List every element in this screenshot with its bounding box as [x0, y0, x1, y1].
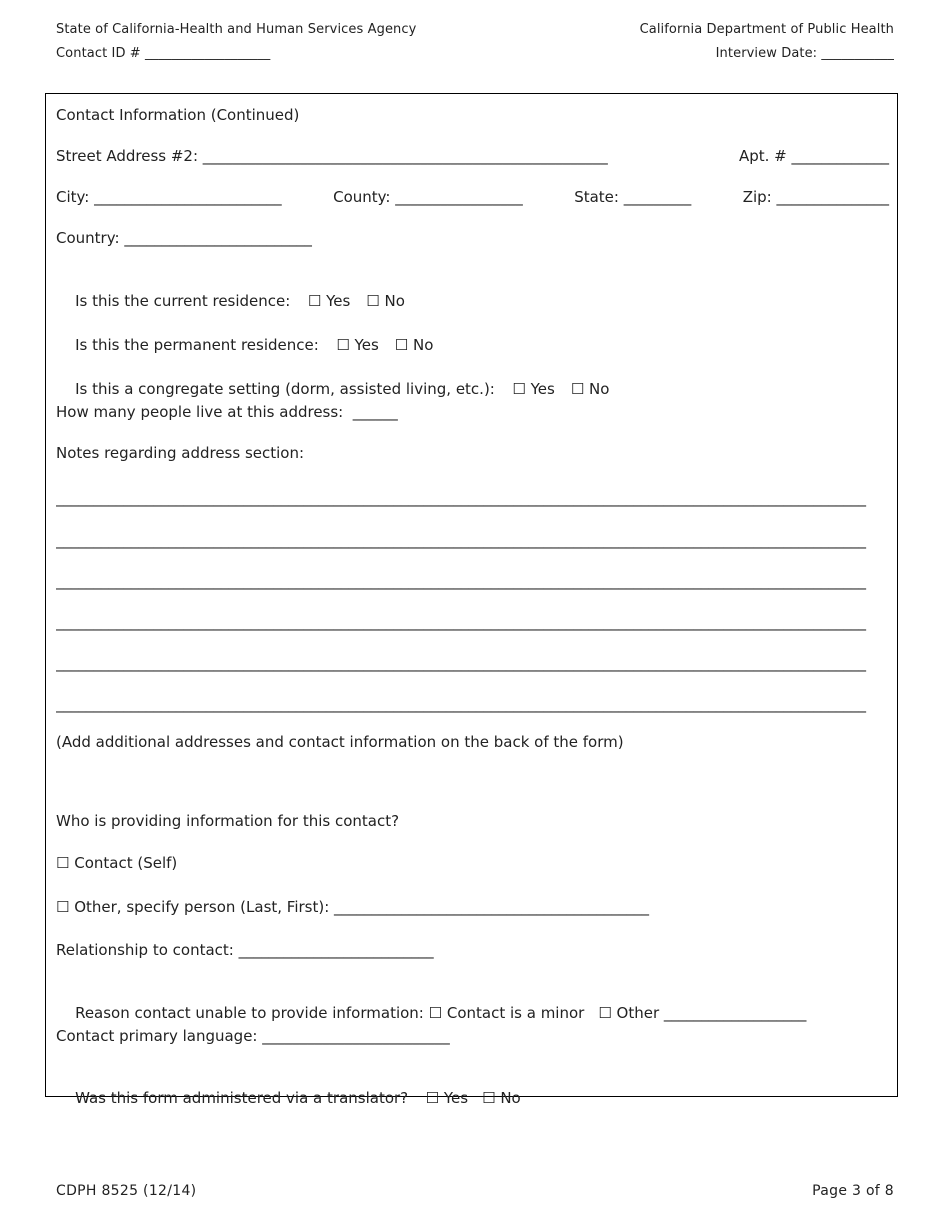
city-field[interactable]: City: _________________________ [56, 188, 282, 206]
street-address-row [56, 146, 889, 166]
current-residence-question: Is this the current residence: [75, 292, 300, 310]
state-field[interactable]: State: _________ [574, 188, 692, 206]
other-person-field[interactable]: ☐ Other, specify person (Last, First): __________________________________________ [56, 898, 650, 916]
permanent-residence-yes-checkbox[interactable]: ☐ Yes [336, 336, 379, 354]
reason-question: Reason contact unable to provide information: [75, 1004, 429, 1022]
reason-other-field[interactable]: ☐ Other ___________________ [598, 1004, 807, 1022]
notes-line[interactable]: ____________________________________________________________________________________________________________ [56, 531, 866, 549]
apt-field[interactable]: Apt. # _____________ [738, 147, 889, 165]
congregate-setting-yes-checkbox[interactable]: ☐ Yes [512, 380, 555, 398]
zip-field[interactable]: Zip: _______________ [742, 188, 889, 206]
translator-yes-checkbox[interactable]: ☐ Yes [425, 1089, 469, 1107]
permanent-residence-question: Is this the permanent residence: [75, 336, 329, 354]
primary-language-field[interactable]: Contact primary language: _________________________ [56, 1027, 450, 1045]
street-address-field[interactable]: Street Address #2: ______________________________________________________ [56, 147, 608, 165]
city-row [56, 187, 889, 207]
relationship-field[interactable]: Relationship to contact: __________________________ [56, 941, 434, 959]
agency-name: State of California-Health and Human Services Agency [56, 22, 417, 37]
notes-label: Notes regarding address section: [56, 444, 305, 462]
translator-row [56, 1068, 521, 1128]
notes-line[interactable]: ____________________________________________________________________________________________________________ [56, 654, 866, 672]
permanent-residence-no-checkbox[interactable]: ☐ No [394, 336, 434, 354]
current-residence-yes-checkbox[interactable]: ☐ Yes [307, 292, 351, 310]
congregate-setting-question: Is this a congregate setting (dorm, assisted living, etc.): [75, 380, 505, 398]
additional-addresses-note: (Add additional addresses and contact information on the back of the form) [56, 733, 624, 751]
current-residence-no-checkbox[interactable]: ☐ No [366, 292, 405, 310]
interview-date-field[interactable]: Interview Date: ___________ [715, 46, 894, 61]
translator-question: Was this form administered via a translator? [75, 1089, 418, 1107]
page-number: Page 3 of 8 [812, 1183, 894, 1199]
notes-line[interactable]: ____________________________________________________________________________________________________________ [56, 489, 866, 507]
contact-self-checkbox[interactable]: ☐ Contact (Self) [56, 854, 178, 872]
notes-line[interactable]: ____________________________________________________________________________________________________________ [56, 613, 866, 631]
people-count-field[interactable]: How many people live at this address: ______ [56, 403, 398, 421]
info-provider-question: Who is providing information for this contact? [56, 812, 400, 830]
contact-id-field[interactable]: Contact ID # ___________________ [56, 46, 271, 61]
contact-minor-checkbox[interactable]: ☐ Contact is a minor [428, 1004, 585, 1022]
county-field[interactable]: County: _________________ [333, 188, 523, 206]
notes-line[interactable]: ____________________________________________________________________________________________________________ [56, 695, 866, 713]
translator-no-checkbox[interactable]: ☐ No [482, 1089, 521, 1107]
country-field[interactable]: Country: _________________________ [56, 229, 312, 247]
department-name: California Department of Public Health [639, 22, 894, 37]
contact-info-section [45, 93, 898, 1107]
section-title: Contact Information (Continued) [56, 106, 300, 124]
notes-line[interactable]: ____________________________________________________________________________________________________________ [56, 572, 866, 590]
congregate-setting-no-checkbox[interactable]: ☐ No [570, 380, 610, 398]
form-id: CDPH 8525 (12/14) [56, 1183, 197, 1199]
